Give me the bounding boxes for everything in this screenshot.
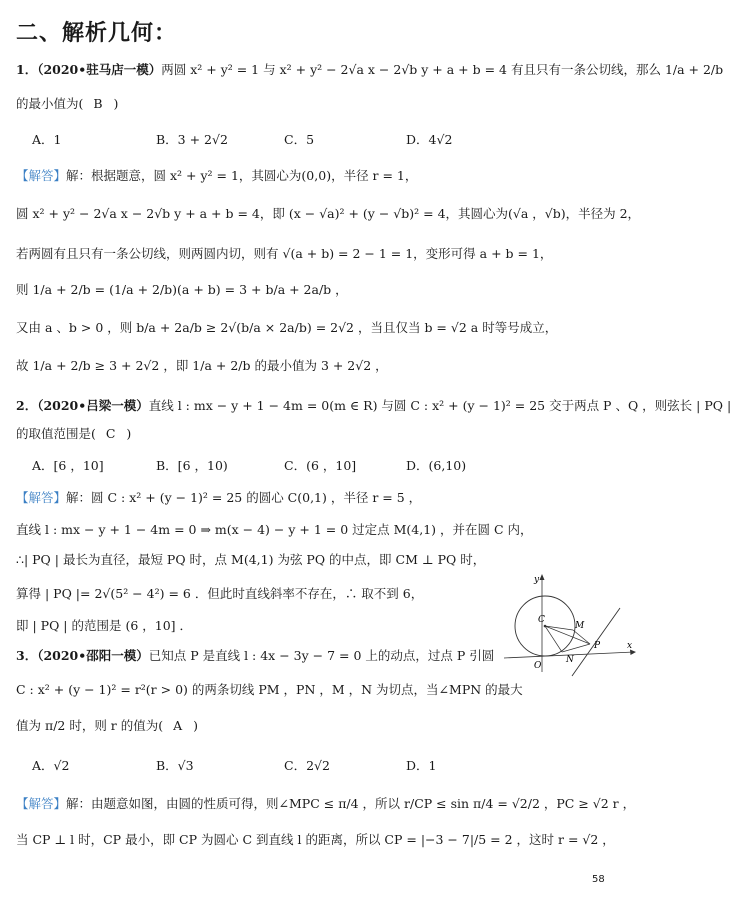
figure-tangent-pm: [573, 630, 590, 644]
q3-option-b: B．√3: [156, 758, 194, 773]
q2-stem: 直线 l : mx − y + 1 − 4m = 0(m ∈ R) 与圆 C : x² + (y − 1)² = 25 交于两点 P 、Q ，则弦长 | PQ |: [148, 398, 731, 413]
q2-solution-line-5: 即 | PQ | 的范围是 (6 ，10] ．: [16, 618, 193, 633]
figure-tangent-pn: [562, 644, 590, 652]
figure-label-m: M: [575, 621, 585, 631]
q2-source: （2020•吕梁一模）: [37, 398, 149, 413]
q3-stem-line-2: C : x² + (y − 1)² = r²(r > 0) 的两条切线 PM ，PN ，M ，N 为切点，当∠MPN 的最大: [16, 682, 523, 697]
figure-label-p: P: [594, 641, 601, 651]
q2-solution-tag: 【解答】: [16, 490, 67, 505]
q2-solution-line-2: 直线 l : mx − y + 1 − 4m = 0 ⇒ m(x − 4) − y + 1 = 0 过定点 M(4,1) ，并在圆 C 内，: [16, 522, 533, 537]
q2-prompt: 的取值范围是(: [16, 426, 96, 441]
q3-option-c: C．2√2: [284, 758, 330, 773]
q1-solution-text: 根据题意，圆 x² + y² = 1，其圆心为(0,0)，半径 r = 1，: [91, 168, 418, 183]
q1-solution-line-3: 若两圆有且只有一条公切线，则两圆内切，则有 √(a + b) = 2 − 1 = 1，变形可得 a + b = 1，: [16, 246, 553, 261]
q2-option-b: B．[6 ，10): [156, 458, 228, 473]
q1-answer-letter: B: [93, 96, 104, 111]
q3-option-d: D．1: [406, 758, 437, 773]
figure-y-arrow-icon: [540, 574, 545, 580]
q1-source: （2020•驻马店一模）: [37, 62, 162, 77]
q3-stem: 已知点 P 是直线 l : 4x − 3y − 7 = 0 上的动点，过点 P 引圆: [148, 648, 495, 663]
q1-stem-line-2: [16, 94, 624, 114]
q3-answer-letter: A: [173, 718, 184, 733]
figure-segment-cn: [545, 626, 562, 652]
q3-solution-line-1: [16, 794, 636, 814]
q3-option-a: A．√2: [32, 758, 70, 773]
q2-option-d: D．(6,10): [406, 458, 467, 473]
q2-stem-line-1: [16, 396, 731, 416]
page-number: 58: [592, 874, 605, 885]
q3-prompt: 值为 π/2 时，则 r 的值为(: [16, 718, 164, 733]
q2-solution-text: 圆 C : x² + (y − 1)² = 25 的圆心 C(0,1) ，半径 r = 5 ，: [91, 490, 422, 505]
q2-close-paren: ): [126, 426, 132, 441]
q1-solution-line-6: 故 1/a + 2/b ≥ 3 + 2√2 ，即 1/a + 2/b 的最小值为 3 + 2√2 ，: [16, 358, 388, 373]
q2-solution-line-1: [16, 488, 624, 508]
figure-center-dot: [544, 625, 547, 628]
q1-solution-line-4: 则 1/a + 2/b = (1/a + 2/b)(a + b) = 3 + b/a + 2a/b ，: [16, 282, 348, 297]
figure-label-x: x: [627, 641, 633, 651]
q1-solution-line-5: 又由 a 、b > 0 ，则 b/a + 2a/b ≥ 2√(b/a × 2a/b) = 2√2 ，当且仅当 b = √2 a 时等号成立，: [16, 320, 558, 335]
figure-label-y: y: [534, 575, 540, 585]
q3-stem-line-3: [16, 716, 624, 736]
q1-stem: 两圆 x² + y² = 1 与 x² + y² − 2√a x − 2√b y + a + b = 4 有且只有一条公切线，那么 1/a + 2/b: [161, 62, 724, 77]
q3-close-paren: ): [193, 718, 198, 733]
q1-solution-label: 解：: [66, 168, 92, 183]
q1-stem-line-1: [16, 60, 724, 80]
q3-number: 3．: [16, 648, 38, 663]
q2-number: 2．: [16, 398, 38, 413]
q3-geometry-figure: [500, 572, 640, 680]
q3-solution-line-2: 当 CP ⊥ l 时，CP 最小，即 CP 为圆心 C 到直线 l 的距离，所以 CP = |−3 − 7|/5 = 2 ，这时 r = √2 ，: [16, 832, 615, 847]
q1-solution-line-1: [16, 166, 624, 186]
q2-solution-label: 解：: [66, 490, 92, 505]
q3-stem-line-1: [16, 646, 495, 666]
q1-option-a: A．1: [32, 132, 62, 147]
section-heading: 二、解析几何：: [16, 21, 178, 46]
q1-close-paren: ): [113, 96, 119, 111]
q2-solution-line-4: 算得 | PQ |= 2√(5² − 4²) = 6 ．但此时直线斜率不存在，∴ 取不到 6，: [16, 586, 424, 601]
q3-source: （2020•邵阳一模）: [37, 648, 149, 663]
q2-solution-line-3: ∴| PQ | 最长为直径，最短 PQ 时，点 M(4,1) 为弦 PQ 的中点，即 CM ⊥ PQ 时，: [16, 552, 486, 567]
q2-option-a: A．[6 ，10]: [32, 458, 104, 473]
figure-label-o: O: [534, 661, 542, 671]
q1-option-b: B．3 + 2√2: [156, 132, 228, 147]
q1-number: 1．: [16, 62, 38, 77]
q2-stem-line-2: [16, 424, 624, 444]
q1-prompt: 的最小值为(: [16, 96, 84, 111]
q3-answer: [163, 718, 193, 733]
q3-solution-label: 解：: [66, 796, 92, 811]
q3-solution-text: 由题意如图，由圆的性质可得，则∠MPC ≤ π/4 ，所以 r/CP ≤ sin π/4 = √2/2 ，PC ≥ √2 r ，: [91, 796, 636, 811]
q1-solution-tag: 【解答】: [16, 168, 67, 183]
q2-option-c: C．(6 ，10]: [284, 458, 357, 473]
q3-solution-tag: 【解答】: [16, 796, 67, 811]
figure-label-c: C: [538, 615, 545, 625]
q1-answer: [83, 96, 113, 111]
q1-option-c: C．5: [284, 132, 315, 147]
q2-answer: [96, 426, 126, 441]
q2-answer-letter: C: [105, 426, 117, 441]
figure-label-n: N: [566, 655, 574, 665]
q1-option-d: D．4√2: [406, 132, 453, 147]
q1-solution-line-2: 圆 x² + y² − 2√a x − 2√b y + a + b = 4，即 (x − √a)² + (y − √b)² = 4，其圆心为(√a ，√b)，半径为 2，: [16, 206, 641, 221]
